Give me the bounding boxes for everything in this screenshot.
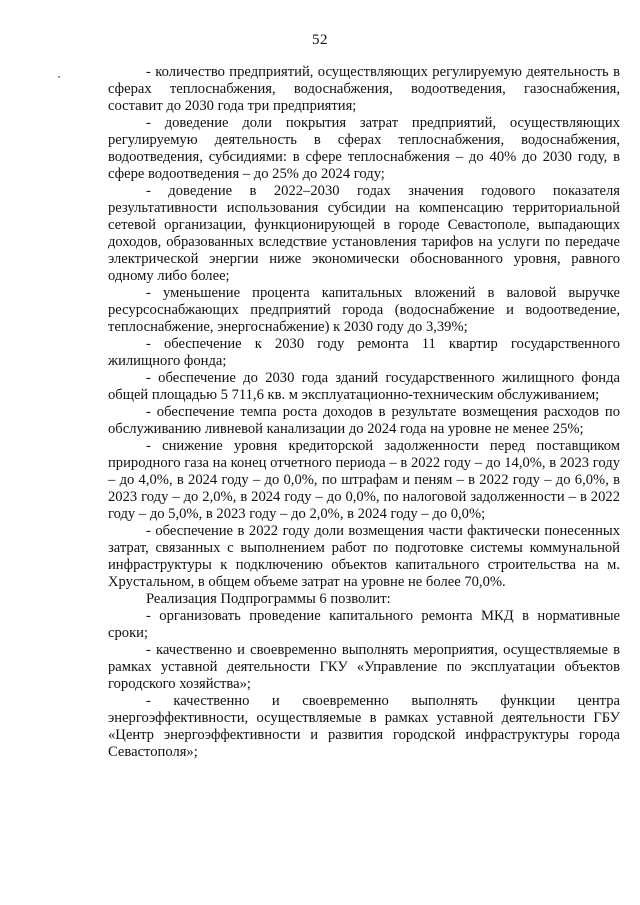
paragraph-capital-investment: - уменьшение процента капитальных вложений в валовой выручке ресурсоснабжающих предприятий города (водоснабжение и водоотведение, теплоснабжение, энергоснабжение) к 2030 году до 3,39%; [108,285,620,335]
paragraph-cost-coverage: - доведение доли покрытия затрат предприятий, осуществляющих регулируемую деятельность в сферах теплоснабжения, водоснабжения, водоотведения, субсидиями: в сфере теплоснабжения – до 40% до 2030 году, в сфере водоотведения – до 25% до 2024 году; [108,115,620,182]
paragraph-housing-maintenance: - обеспечение до 2030 года зданий государственного жилищного фонда общей площадью 5 711,6 кв. м эксплуатационно-техническим обслуживанием; [108,370,620,403]
paragraph-gku-activities: - качественно и своевременно выполнять мероприятия, осуществляемые в рамках уставной деятельности ГКУ «Управление по эксплуатации объектов городского хозяйства»; [108,642,620,692]
page-number: 52 [312,32,328,48]
paragraph-enterprises-count: - количество предприятий, осуществляющих регулируемую деятельность в сферах теплоснабжения, водоснабжения, водоотведения, газоснабжения, составит до 2030 года три предприятия; [108,64,620,114]
paragraph-gbu-energy-center: - качественно и своевременно выполнять функции центра энергоэффективности, осуществляемые в рамках уставной деятельности ГБУ «Центр энергоэффективности и развития городской инфраструктуры города Севастополя»; [108,693,620,760]
margin-mark [58,76,60,78]
paragraph-capital-repair: - организовать проведение капитального ремонта МКД в нормативные сроки; [108,608,620,641]
paragraph-subprogram-intro: Реализация Подпрограммы 6 позволит: [146,591,391,607]
paragraph-subsidy-indicator: - доведение в 2022–2030 годах значения годового показателя результативности использования субсидии на компенсацию территориальной сетевой организации, функционирующей в городе Севастополе, выпадающих доходов, образованных вследствие установления тарифов на услуги по передаче электрической энергии ниже экономически обоснованного уровня, равного одному либо более; [108,183,620,284]
paragraph-storm-sewer-income: - обеспечение темпа роста доходов в результате возмещения расходов по обслуживанию ливневой канализации до 2024 года на уровне не менее 25%; [108,404,620,437]
paragraph-gas-debt-reduction: - снижение уровня кредиторской задолженности перед поставщиком природного газа на конец отчетного периода – в 2022 году – до 14,0%, в 2023 году – до 4,0%, в 2024 году – до 0,0%, по штрафам и пеням – в 2022 году – до 6,0%, в 2023 году – до 2,0%, в 2024 году – до 0,0%, по налоговой задолженности – в 2022 году – до 5,0%, в 2023 году – до 2,0%, в 2024 году – до 0,0%; [108,438,620,522]
document-body [108,64,620,761]
paragraph-cost-reimbursement: - обеспечение в 2022 году доли возмещения части фактически понесенных затрат, связанных с выполнением работ по подготовке системы коммунальной инфраструктуры к подключению объектов капитального строительства на м. Хрустальном, в общем объеме затрат на уровне не более 70,0%. [108,523,620,590]
paragraph-apartment-repair: - обеспечение к 2030 году ремонта 11 квартир государственного жилищного фонда; [108,336,620,369]
